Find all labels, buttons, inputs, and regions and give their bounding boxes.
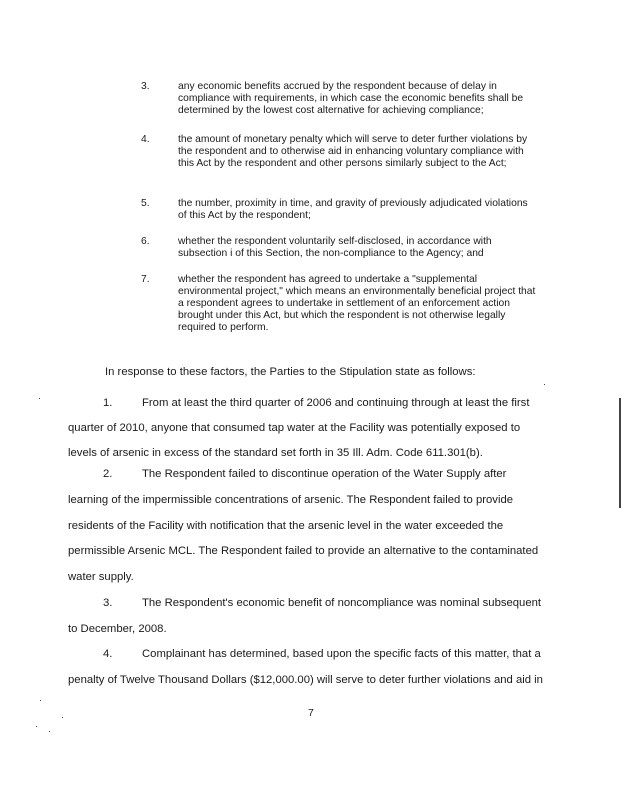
paragraph-line: quarter of 2010, anyone that consumed tap water at the Facility was potentially exposed to [68, 422, 521, 434]
paragraph-line: learning of the impermissible concentrations of arsenic. The Respondent failed to provide [68, 494, 514, 506]
scan-speck [544, 384, 545, 385]
paragraph-line: penalty of Twelve Thousand Dollars ($12,000.00) will serve to deter further violations and aid in [68, 674, 543, 686]
paragraph-line: The Respondent failed to discontinue operation of the Water Supply after [142, 468, 507, 480]
paragraph-line: The Respondent's economic benefit of noncompliance was nominal subsequent [142, 597, 542, 609]
paragraph-line: permissible Arsenic MCL. The Respondent failed to provide an alternative to the contaminated [68, 545, 539, 557]
scan-speck [40, 700, 41, 701]
scan-speck [49, 731, 50, 732]
paragraph-line: water supply. [68, 571, 134, 583]
factor-text: the number, proximity in time, and gravity of previously adjudicated violations of this Act by the respondent; [178, 198, 528, 221]
factor-text: any economic benefits accrued by the respondent because of delay in compliance with requirements, in which case the economic benefits shall be determined by the lowest cost alternative for achieving compliance; [178, 81, 524, 116]
paragraph-line: levels of arsenic in excess of the standard set forth in 35 Ill. Adm. Code 611.301(b). [68, 447, 483, 459]
paragraph-line: Complainant has determined, based upon the specific facts of this matter, that a [142, 648, 541, 660]
factor-text: the amount of monetary penalty which will serve to deter further violations by the respondent and to otherwise aid in enhancing voluntary compliance with this Act by the respondent and other persons similarly subject to the Act; [178, 134, 528, 169]
paragraph-number: 4. [103, 648, 113, 660]
paragraph-line: From at least the third quarter of 2006 and continuing through at least the first [142, 397, 530, 409]
paragraph-number: 3. [103, 597, 113, 609]
scan-speck [36, 726, 37, 727]
factor-number: 4. [141, 134, 150, 145]
factor-number: 6. [141, 236, 150, 247]
paragraph-line: to December, 2008. [68, 623, 167, 635]
factor-number: 3. [141, 81, 150, 92]
scan-edge-mark [619, 398, 621, 508]
paragraph-line: residents of the Facility with notification that the arsenic level in the water exceeded the [68, 520, 504, 532]
intro-line: In response to these factors, the Parties to the Stipulation state as follows: [105, 366, 476, 378]
paragraph-number: 2. [103, 468, 113, 480]
scan-speck [39, 398, 40, 399]
scan-speck [62, 717, 63, 718]
page-number: 7 [308, 707, 314, 719]
factor-text: whether the respondent has agreed to undertake a "supplemental environmental project," which means an environmentally beneficial project that a respondent agrees to undertake in settlement of an enforcement action brought under this Act, but which the respondent is not otherwise legally required to perform. [178, 274, 536, 333]
factor-number: 5. [141, 198, 150, 209]
factor-number: 7. [141, 274, 150, 285]
paragraph-number: 1. [103, 397, 113, 409]
factor-text: whether the respondent voluntarily self-disclosed, in accordance with subsection i of this Section, the non-compliance to the Agency; and [178, 236, 492, 259]
